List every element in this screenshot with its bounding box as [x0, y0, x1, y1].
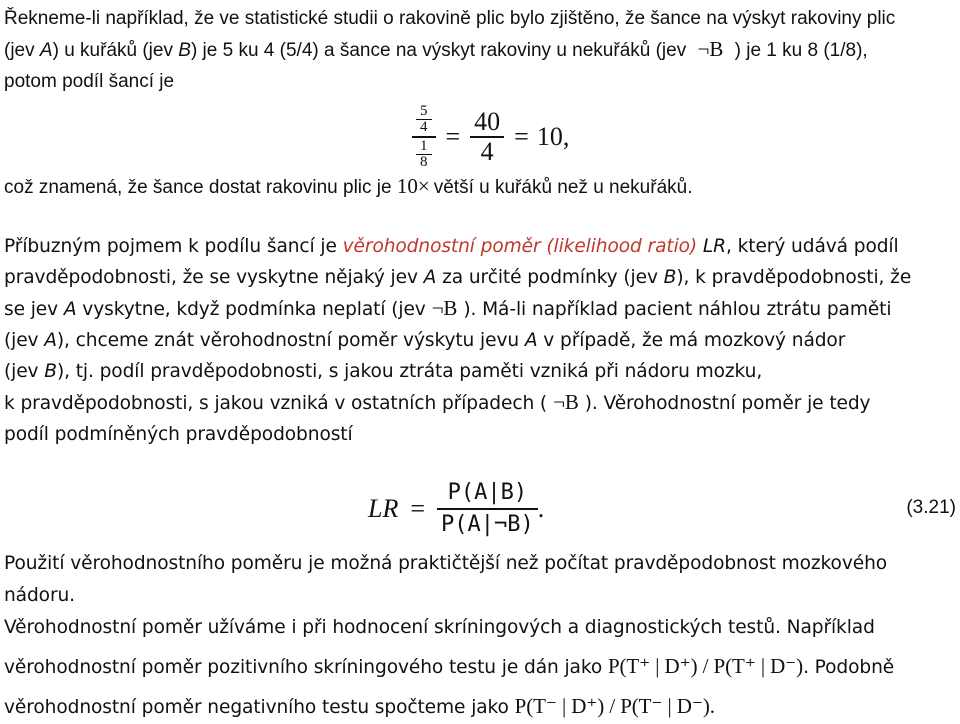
not-b-symbol: ¬B — [431, 296, 458, 320]
negative-lr-formula: P(T⁻ | D⁺) / P(T⁻ | D⁻). — [514, 694, 715, 718]
fraction: P(A|B) P(A|¬B) — [437, 478, 538, 540]
lr-equation: LR = P(A|B) P(A|¬B) . — [368, 478, 544, 540]
text-line: (jev A) u kuřáků (jev B) je 5 ku 4 (5/4) a šance na výskyt rakoviny u nekuřáků (jev ¬B ) je 1 ku 8 (1/8), — [4, 37, 868, 61]
highlighted-term: věrohodnostní poměr (likelihood ratio) — [342, 236, 698, 257]
text-line: věrohodnostní poměr negativního testu spočteme jako P(T⁻ | D⁺) / P(T⁻ | D⁻). — [4, 694, 715, 718]
text-line: k pravděpodobnosti, s jakou vzniká v ostatních případech ( ¬B ). Věrohodnostní poměr je tedy — [4, 390, 871, 414]
odds-ratio-equation: 5 4 1 8 = 40 4 = 10, — [412, 104, 569, 170]
fraction: 40 4 — [470, 108, 504, 166]
positive-lr-formula: P(T⁺ | D⁺) / P(T⁺ | D⁻) — [607, 654, 804, 678]
not-b-symbol: ¬B — [697, 37, 724, 61]
likelihood-ratio-paragraph — [4, 231, 911, 450]
text-line: Řekneme-li například, že ve statistické studii o rakovině plic bylo zjištěno, že šance na výskyt rakoviny plic — [4, 8, 896, 29]
text-line: podíl podmíněných pravděpodobností — [4, 424, 353, 445]
conclusion-line: což znamená, že šance dostat rakovinu plic je 10× větší u kuřáků než u nekuřáků. — [4, 174, 693, 198]
text-line: Použití věrohodnostního poměru je možná praktičtější než počítat pravděpodobnost mozkového nádoru. — [4, 553, 888, 606]
text-line: se jev A vyskytne, když podmínka neplatí (jev ¬B ). Má-li například pacient náhlou ztrátu paměti — [4, 296, 892, 320]
equation-number: (3.21) — [906, 497, 956, 518]
text-line: (jev B), tj. podíl pravděpodobnosti, s jakou ztráta paměti vzniká při nádoru mozku, — [4, 361, 763, 382]
text-line: (jev A), chceme znát věrohodnostní poměr výskytu jevu A v případě, že má mozkový nádor — [4, 330, 846, 351]
text-line: Příbuzným pojmem k podílu šancí je věrohodnostní poměr (likelihood ratio) LR, který udává podíl — [4, 236, 899, 257]
text-line: pravděpodobnosti, že se vyskytne nějaký jev A za určité podmínky (jev B), k pravděpodobnosti, že — [4, 267, 912, 288]
intro-paragraph — [4, 3, 895, 97]
usage-paragraph — [4, 548, 960, 724]
compound-fraction: 5 4 1 8 — [412, 104, 436, 170]
not-b-symbol: ¬B — [553, 390, 579, 414]
text-line: Věrohodnostní poměr užíváme i při hodnocení skríningových a diagnostických testů. Například — [4, 617, 875, 638]
text-line: potom podíl šancí je — [4, 71, 175, 92]
text-line: věrohodnostní poměr pozitivního skríningového testu je dán jako P(T⁺ | D⁺) / P(T⁺ | D⁻). Podobně — [4, 654, 895, 678]
